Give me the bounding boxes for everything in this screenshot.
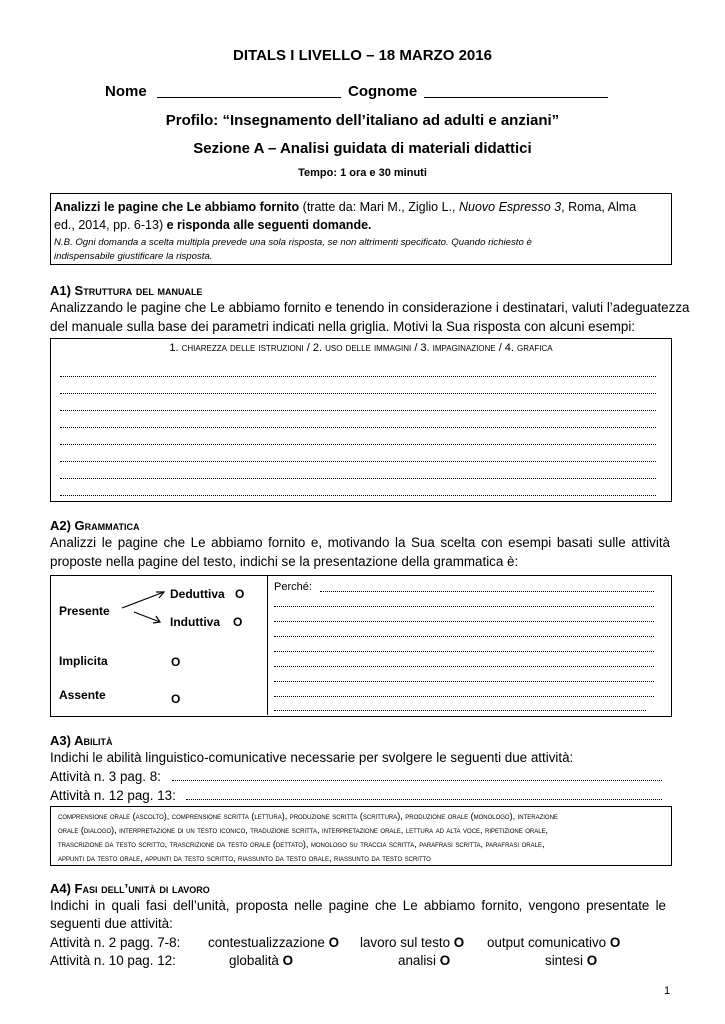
a2-answer-line[interactable] [274,666,654,667]
a2-assente-label: Assente [59,688,106,702]
instructions-line2 [54,216,668,235]
a3-skills-box [50,806,672,866]
time-label: Tempo: 1 ora e 30 minuti [298,167,427,179]
a1-line2: del manuale sulla base dei parametri indicati nella griglia. Motivi la Sua risposta con alcuni esempi: [50,319,636,334]
a4-act2-label: Attività n. 10 pag. 12: [50,953,176,968]
a1-criteria: 1. chiarezza delle istruzioni / 2. uso delle immagini / 3. impaginazione / 4. grafica [169,342,553,354]
a2-answer-line[interactable] [320,591,654,592]
a1-answer-line[interactable] [60,444,656,445]
a2-deduttiva-label: Deduttiva [170,587,225,601]
nb-line1: N.B. Ogni domanda a scelta multipla prevede una sola risposta, se non altrimenti specificato. Quando richiesto è [54,237,532,248]
a4-act1-opt1[interactable] [208,933,339,952]
a3-skills-line2: orale (dialogo), interpretazione di un testo iconico, traduzione scritta, interpretazione orale, lettura ad alta voce, ripetizione orale, [58,825,549,835]
a1-answer-line[interactable] [60,393,656,394]
page-number: 1 [664,985,671,997]
cognome-field[interactable] [424,97,608,98]
a1-answer-line[interactable] [60,410,656,411]
a1-line1: Analizzando le pagine che Le abbiamo fornito e tenendo in considerazione i destinatari, valuti l’adeguatezza [50,300,690,315]
a2-answer-line[interactable] [274,636,654,637]
a2-answer-line[interactable] [274,710,646,711]
a2-heading: A2) Grammatica [50,518,140,533]
a3-act2-answer[interactable] [186,799,662,800]
instructions-pages: ed., 2014, pp. 6-13) [54,218,164,232]
cognome-label: Cognome [348,83,418,100]
a4-opt-label: lavoro sul testo [360,935,451,950]
a4-line1 [50,896,666,915]
a4-opt-circle[interactable]: O [282,953,294,968]
a2-implicita-option[interactable]: O [171,655,181,669]
page-title: DITALS I LIVELLO – 18 MARZO 2016 [233,47,492,64]
instructions-source: (tratte da: Mari M., Ziglio L., [302,200,456,214]
nb-line2: indispensabile giustificare la risposta. [54,251,213,262]
a2-deduttiva-option[interactable]: O [235,587,245,601]
a2-induttiva-label: Induttiva [170,615,220,629]
a2-answer-line[interactable] [274,681,654,682]
a4-opt-label: sintesi [545,953,583,968]
a3-skills-line4: appunti da testo orale, appunti da testo scritto, riassunto da testo orale, riassunto da testo scritto [58,853,431,863]
a2-answer-line[interactable] [274,621,654,622]
a1-answer-line[interactable] [60,376,656,377]
a2-presente-label: Presente [59,604,110,618]
a1-heading: A1) Struttura del manuale [50,283,203,298]
a4-opt-circle[interactable]: O [609,935,621,950]
a4-line2: seguenti due attività: [50,916,173,931]
a2-induttiva-option[interactable]: O [233,615,243,629]
a2-line2: proposte nella pagine del testo, indichi se la presentazione della grammatica è: [50,554,519,569]
profile-title: Profilo: “Insegnamento dell’italiano ad adulti e anziani” [165,112,560,129]
a4-act2-opt3[interactable] [545,951,597,970]
a3-act1-label: Attività n. 3 pag. 8: [50,769,161,784]
a2-line1-text: Analizzi le pagine che Le abbiamo fornito e, motivando la Sua scelta con esempi basati sulle attività [50,535,670,550]
a1-answer-line[interactable] [60,427,656,428]
a3-heading: A3) Abilità [50,733,113,748]
a2-answer-line[interactable] [274,696,654,697]
a2-assente-option[interactable]: O [171,692,181,706]
a4-opt-circle[interactable]: O [328,935,340,950]
a3-act2-label: Attività n. 12 pag. 13: [50,788,176,803]
a2-branch-arrows [120,588,168,628]
nome-field[interactable] [157,97,341,98]
a2-perche-label: Perché: [274,581,312,593]
a4-act1-label: Attività n. 2 pagg. 7-8: [50,935,181,950]
section-title: Sezione A – Analisi guidata di materiali didattici [193,140,532,157]
a4-opt-label: contestualizzazione [208,935,325,950]
a4-opt-circle[interactable]: O [439,953,451,968]
a3-skills-line3: trascrizione da testo scritto, trascrizione da testo orale (dettato), monologo su traccia scritta, parafrasi scritta, parafrasi orale, [58,839,545,849]
a1-answer-line[interactable] [60,495,656,496]
a2-line1 [50,533,670,552]
a4-opt-circle[interactable]: O [586,953,598,968]
instructions-city: , Roma, Alma [561,200,637,214]
instructions-book: Nuovo Espresso 3 [458,200,562,214]
instructions-line1 [54,198,668,217]
a2-answer-line[interactable] [274,606,654,607]
a4-opt-label: analisi [398,953,436,968]
a4-act1-opt2[interactable] [360,933,464,952]
a4-opt-label: globalità [229,953,279,968]
a2-answer-line[interactable] [274,651,654,652]
a1-answer-line[interactable] [60,478,656,479]
nome-label: Nome [105,83,147,100]
instructions-task: e risponda alle seguenti domande. [166,218,372,232]
a3-line1: Indichi le abilità linguistico-comunicative necessarie per svolgere le seguenti due attività: [50,750,574,765]
a4-act2-opt1[interactable] [229,951,293,970]
a2-implicita-label: Implicita [59,654,108,668]
a1-answer-line[interactable] [60,461,656,462]
a4-opt-circle[interactable]: O [453,935,465,950]
a4-act2-opt2[interactable] [398,951,450,970]
a3-skills-line1: comprensione orale (ascolto), comprensione scritta (lettura), produzione scritta (scrittura), produzione orale (monologo), interazione [58,811,558,821]
a3-act1-answer[interactable] [172,780,662,781]
a2-table-divider [267,575,268,715]
a4-opt-label: output comunicativo [487,935,607,950]
a4-heading: A4) Fasi dell’unità di lavoro [50,881,210,896]
a4-act1-opt3[interactable] [487,933,620,952]
instructions-box [50,193,672,265]
a4-line1-text: Indichi in quali fasi dell’unità, proposta nelle pagine che Le abbiamo fornito, vengono presentate le [50,898,666,913]
instructions-lead: Analizzi le pagine che Le abbiamo fornito [54,200,300,214]
